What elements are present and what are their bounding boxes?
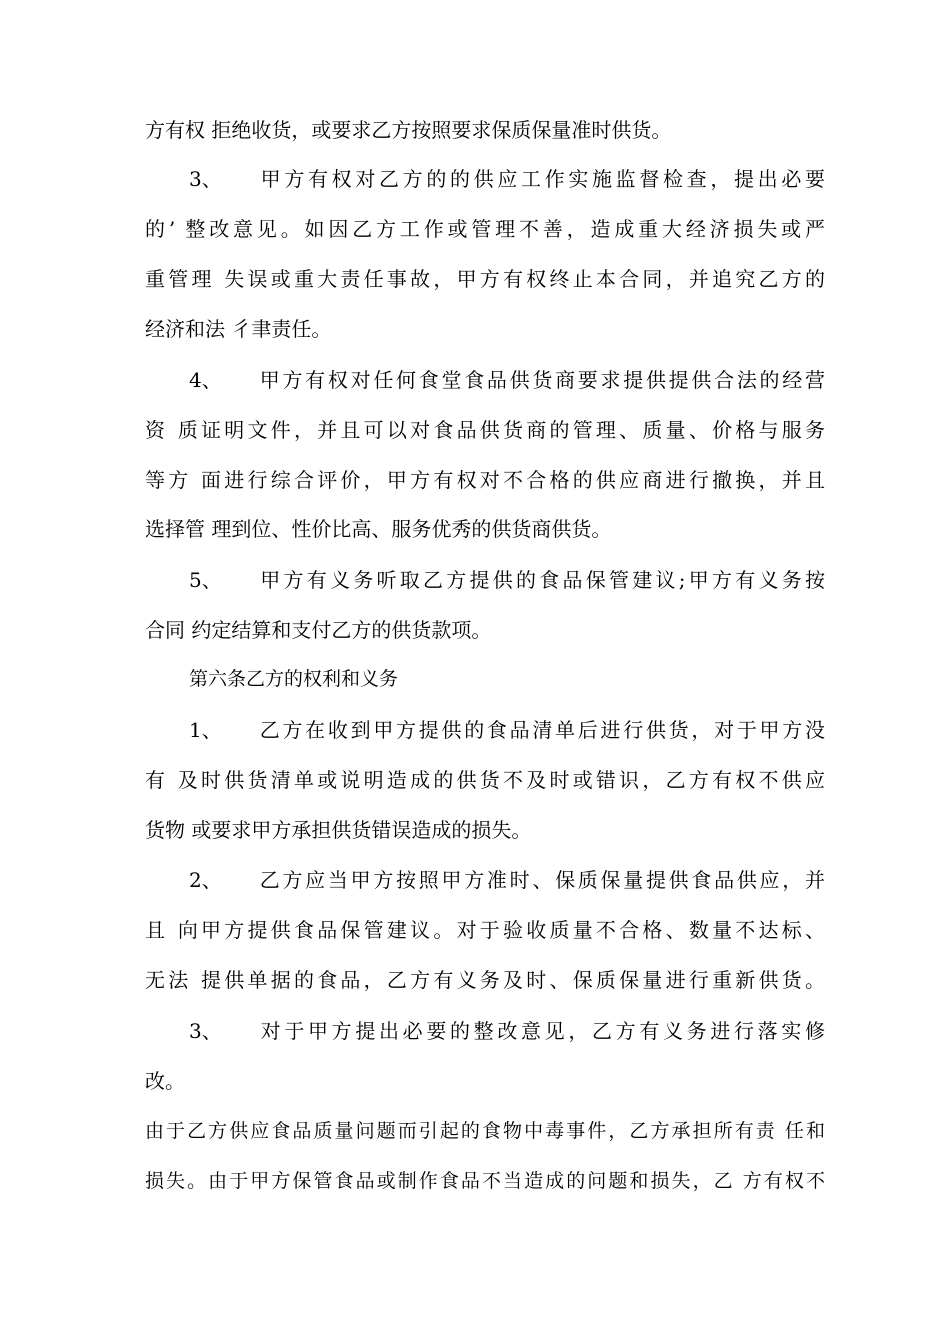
- clause-text: 甲方有权对乙方的的供应工作实施监督检查，提出必要: [257, 167, 825, 191]
- text-line: 方有权 拒绝收货，或要求乙方按照要求保质保量准时供货。: [145, 118, 672, 142]
- clause-line: [189, 1018, 825, 1044]
- text-line: 由于乙方供应食品质量问题而引起的食物中毒事件，乙方承担所有责 任和: [145, 1120, 825, 1142]
- text-line: 等方 面进行综合评价，甲方有权对不合格的供应商进行撤换，并且: [145, 468, 825, 492]
- text-line: 且 向甲方提供食品保管建议。对于验收质量不合格、数量不达标、: [145, 918, 825, 942]
- clause-number: 3、: [189, 167, 222, 191]
- clause-line: [189, 717, 825, 743]
- clause-number: 3、: [189, 1019, 222, 1043]
- text-line: 损失。由于甲方保管食品或制作食品不当造成的问题和损失，乙 方有权不: [145, 1170, 825, 1192]
- clause-text: 乙方在收到甲方提供的食品清单后进行供货，对于甲方没: [257, 718, 825, 742]
- clause-number: 1、: [189, 718, 222, 742]
- clause-number: 5、: [189, 568, 222, 592]
- text-line: 选择管 理到位、性价比高、服务优秀的供货商供货。: [145, 517, 612, 541]
- clause-line: [189, 567, 825, 593]
- text-line: 重管理 失误或重大责任事故，甲方有权终止本合同，并追究乙方的: [145, 267, 825, 291]
- text-line: 改。: [145, 1069, 185, 1093]
- text-line: 经济和法 彳聿责任。: [145, 317, 332, 341]
- clause-text: 乙方应当甲方按照甲方准时、保质保量提供食品供应，并: [257, 868, 825, 892]
- text-line: 的’ 整改意见。如因乙方工作或管理不善，造成重大经济损失或严: [145, 217, 825, 241]
- clause-text: 对于甲方提出必要的整改意见，乙方有义务进行落实修: [257, 1019, 825, 1043]
- clause-line: [189, 166, 825, 192]
- clause-number: 4、: [189, 368, 222, 392]
- section-heading: 第六条乙方的权利和义务: [189, 668, 399, 690]
- clause-number: 2、: [189, 868, 222, 892]
- text-line: 资 质证明文件，并且可以对食品供货商的管理、质量、价格与服务: [145, 418, 825, 442]
- text-line: 无法 提供单据的食品，乙方有义务及时、保质保量进行重新供货。: [145, 968, 825, 992]
- clause-text: 甲方有权对任何食堂食品供货商要求提供提供合法的经营: [257, 368, 825, 392]
- clause-text: 甲方有义务听取乙方提供的食品保管建议;甲方有义务按: [257, 568, 825, 592]
- clause-line: [189, 367, 825, 393]
- clause-line: [189, 867, 825, 893]
- text-line: 合同 约定结算和支付乙方的供货款项。: [145, 618, 492, 642]
- text-line: 货物 或要求甲方承担供货错误造成的损失。: [145, 818, 532, 842]
- text-line: 有 及时供货清单或说明造成的供货不及时或错识，乙方有权不供应: [145, 768, 825, 792]
